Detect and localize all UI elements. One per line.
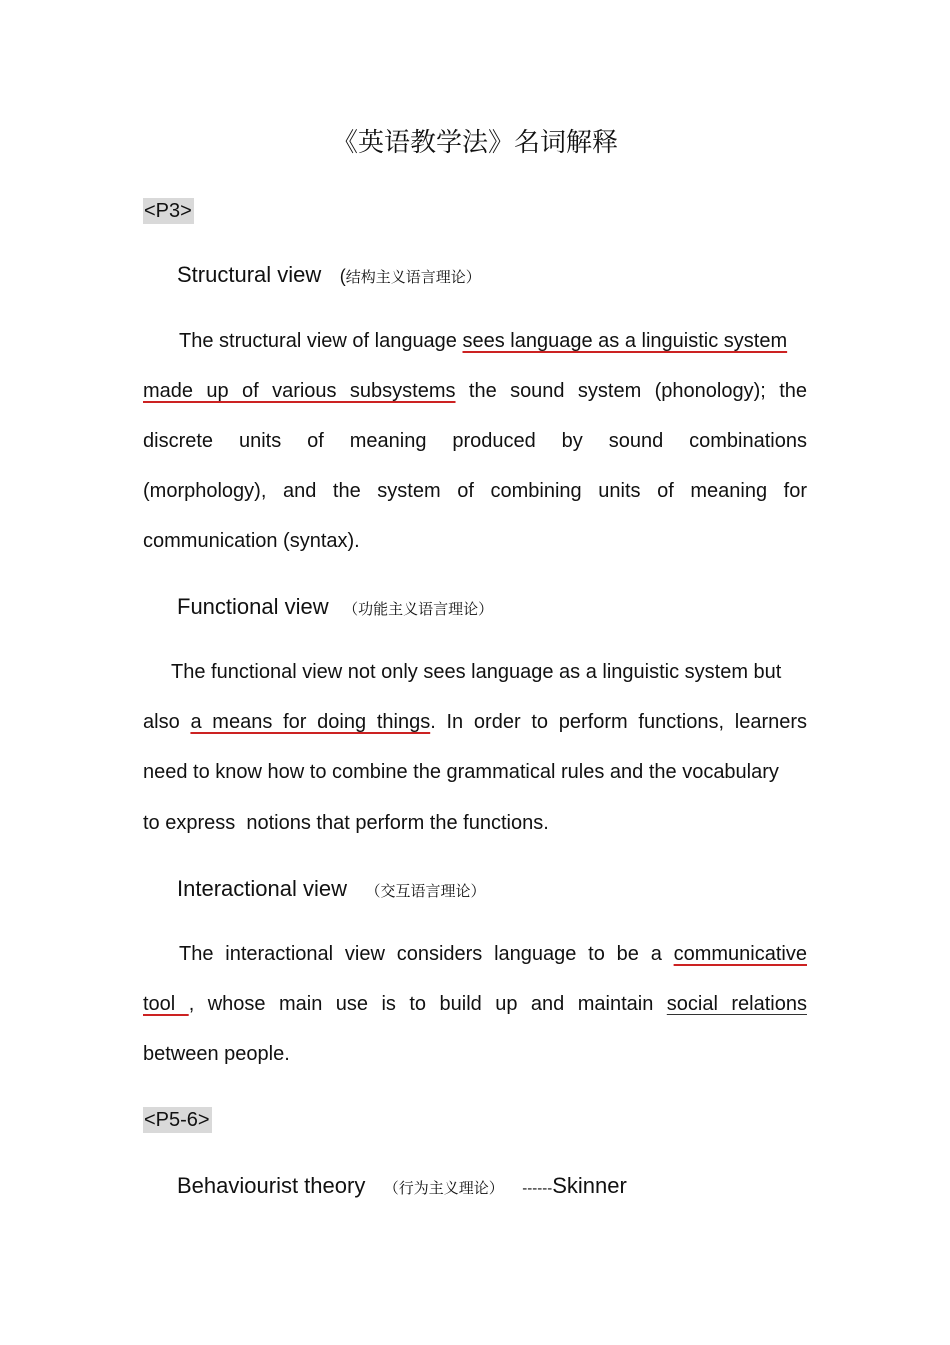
underlined-phrase: social relations [666, 993, 807, 1015]
term-name: Structural view [177, 262, 322, 287]
underlined-phrase: a means for doing things [190, 711, 431, 733]
term-chinese: （功能主义语言理论） [343, 600, 494, 618]
paragraph-line: discrete units of meaning produced by sound combinations [143, 430, 807, 452]
term-heading-structural [177, 262, 481, 288]
underlined-phrase: made up of various subsystems [143, 380, 456, 402]
theorist-name: Skinner [552, 1173, 627, 1198]
term-heading-interactional [177, 876, 485, 902]
term-name: Interactional view [177, 876, 347, 901]
paragraph-line: made up of various subsystems the sound system (phonology); the [143, 380, 807, 402]
paragraph-line: also a means for doing things. In order to perform functions, learners [143, 711, 808, 733]
underlined-phrase: tool [143, 993, 189, 1015]
paragraph-line: between people. [143, 1043, 290, 1065]
underlined-phrase: communicative [673, 943, 807, 965]
paragraph-line: The functional view not only sees language as a linguistic system but [171, 661, 782, 683]
term-heading-behaviourist [177, 1173, 627, 1199]
term-name: Behaviourist theory [177, 1173, 366, 1198]
paragraph-line: to express notions that perform the functions. [143, 812, 549, 834]
page-tag-p5-6: <P5-6> [144, 1109, 210, 1131]
term-name: Functional view [177, 594, 329, 619]
term-heading-functional [177, 594, 493, 620]
paragraph-line: tool , whose main use is to build up and maintain social relations [143, 993, 807, 1015]
paragraph-line: The structural view of language sees language as a linguistic system [179, 330, 788, 352]
term-chinese: （行为主义理论） [383, 1179, 504, 1197]
underlined-phrase: sees language as a linguistic system [462, 330, 788, 352]
dash-separator: ------ [522, 1180, 553, 1197]
paragraph-line: communication (syntax). [143, 530, 360, 552]
term-paren: ( [339, 266, 346, 286]
paragraph-line: need to know how to combine the grammatical rules and the vocabulary [143, 761, 779, 783]
term-chinese: 结构主义语言理论） [345, 268, 481, 286]
term-chinese: （交互语言理论） [365, 882, 486, 900]
paragraph-line: The interactional view considers language to be a communicative [179, 943, 807, 965]
page-title: 《英语教学法》名词解释 [331, 128, 618, 158]
paragraph-line: (morphology), and the system of combining units of meaning for [143, 480, 807, 502]
page-tag-p3: <P3> [144, 200, 192, 222]
